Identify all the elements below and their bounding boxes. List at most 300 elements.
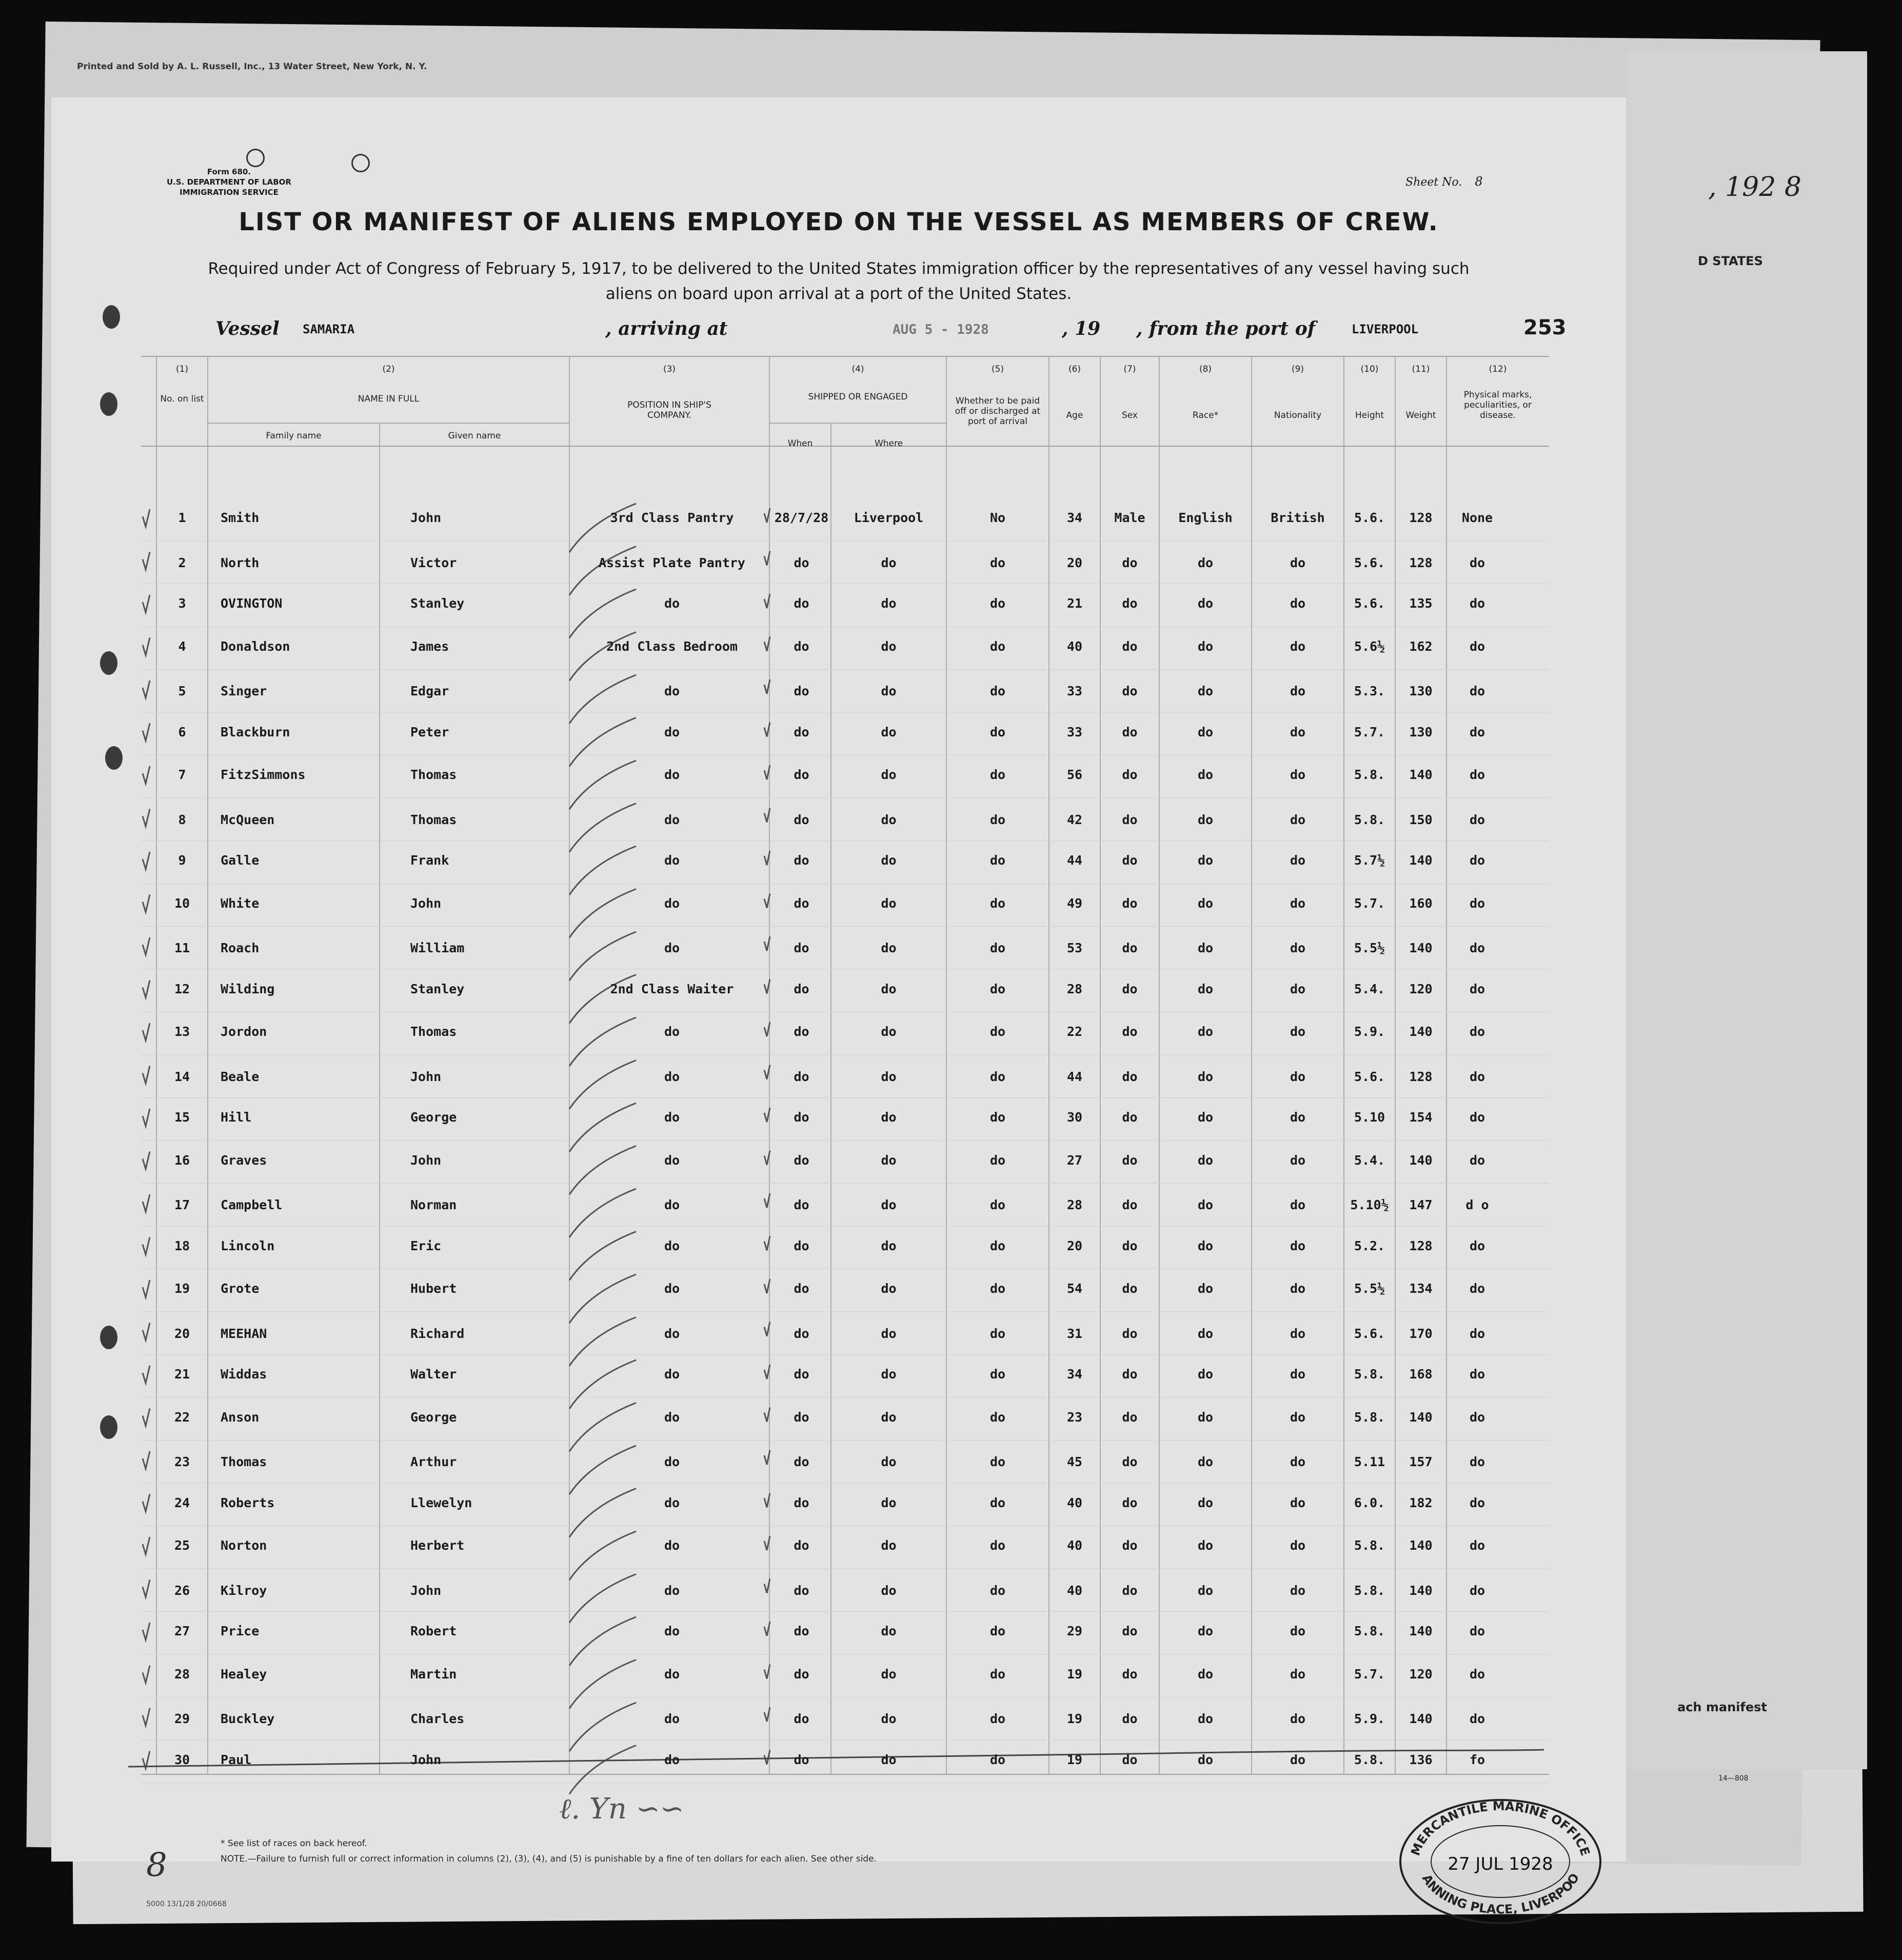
height: 5.10 — [1354, 1110, 1385, 1125]
sex: do — [1122, 853, 1138, 868]
given-name: Stanley — [410, 981, 465, 996]
physical-marks: do — [1469, 596, 1485, 611]
given-name: Victor — [410, 555, 457, 570]
height: 5.6. — [1354, 1326, 1385, 1341]
shipped-where: do — [881, 1624, 897, 1638]
col11-label: Weight — [1405, 410, 1436, 421]
row-number: 19 — [174, 1281, 190, 1296]
row-number: 16 — [174, 1152, 190, 1168]
shipped-where: do — [881, 1495, 897, 1510]
race: do — [1197, 1197, 1214, 1212]
paid-off: do — [989, 1624, 1006, 1638]
given-name: Eric — [410, 1238, 442, 1253]
weight: 140 — [1409, 941, 1433, 955]
physical-marks: None — [1461, 510, 1493, 525]
paid-off: do — [989, 1711, 1006, 1726]
race: do — [1197, 596, 1214, 611]
shipped-when: do — [794, 555, 809, 570]
physical-marks: do — [1469, 1666, 1485, 1682]
nationality: do — [1290, 812, 1306, 827]
given-name: Herbert — [410, 1538, 465, 1553]
shipped-where: do — [881, 853, 897, 868]
row-number: 14 — [174, 1069, 190, 1084]
family-name: Campbell — [221, 1197, 283, 1212]
row-number: 6 — [178, 724, 186, 739]
position: do — [664, 1711, 680, 1726]
weight: 182 — [1409, 1495, 1433, 1510]
shipped-where: do — [881, 767, 897, 782]
row-number: 21 — [174, 1367, 190, 1382]
race: do — [1197, 1281, 1214, 1296]
height: 5.3. — [1354, 684, 1385, 698]
col11-number: (11) — [1412, 364, 1430, 374]
nationality: do — [1290, 1069, 1306, 1084]
weight: 128 — [1409, 510, 1433, 525]
race: do — [1197, 1666, 1214, 1682]
shipped-where: Liverpool — [854, 510, 924, 525]
paid-off: do — [989, 812, 1006, 827]
weight: 120 — [1409, 1666, 1433, 1682]
age: 40 — [1066, 1538, 1083, 1553]
col5-number: (5) — [991, 364, 1004, 374]
col4-header — [769, 364, 946, 402]
position: do — [664, 1367, 680, 1382]
col4-number: (4) — [851, 364, 864, 374]
age: 40 — [1066, 1583, 1083, 1598]
shipped-where: do — [881, 684, 897, 698]
form-number: Form 680. — [207, 167, 251, 176]
shipped-when: do — [794, 1454, 809, 1469]
shipped-when: do — [794, 1024, 809, 1039]
paid-off: do — [989, 895, 1006, 911]
physical-marks: do — [1469, 1069, 1485, 1084]
sheet-label: Sheet No. — [1405, 176, 1462, 189]
paid-off: do — [989, 1583, 1006, 1598]
physical-marks: do — [1469, 638, 1485, 654]
family-name: Thomas — [221, 1454, 267, 1469]
col8-header — [1159, 364, 1252, 421]
col9-label: Nationality — [1274, 410, 1322, 421]
physical-marks: do — [1469, 812, 1485, 827]
paid-off: do — [989, 1238, 1006, 1253]
shipped-where: do — [881, 1538, 897, 1553]
physical-marks: d o — [1465, 1197, 1489, 1212]
sex: do — [1122, 1454, 1138, 1469]
age: 20 — [1066, 555, 1083, 570]
shipped-where: do — [881, 1024, 897, 1039]
row-number: 3 — [178, 596, 186, 611]
physical-marks: do — [1469, 1583, 1485, 1598]
race: do — [1197, 1238, 1214, 1253]
nationality: do — [1290, 767, 1306, 782]
family-name: Beale — [221, 1069, 260, 1084]
punch-hole — [103, 305, 120, 329]
shipped-where: do — [881, 1238, 897, 1253]
shipped-where: do — [881, 638, 897, 654]
paid-off: do — [989, 981, 1006, 996]
height: 5.5½ — [1354, 941, 1385, 955]
row-number: 7 — [178, 767, 186, 782]
row-number: 17 — [174, 1197, 190, 1212]
weight: 135 — [1409, 596, 1433, 611]
physical-marks: do — [1469, 1538, 1485, 1553]
age: 45 — [1066, 1454, 1083, 1469]
age: 31 — [1066, 1326, 1083, 1341]
weight: 140 — [1409, 1024, 1433, 1039]
arrival-date-stamp: AUG 5 - 1928 — [893, 322, 989, 337]
physical-marks: do — [1469, 1326, 1485, 1341]
physical-marks: do — [1469, 1238, 1485, 1253]
col9-number: (9) — [1291, 364, 1304, 374]
age: 20 — [1066, 1238, 1083, 1253]
col7-label: Sex — [1121, 410, 1138, 421]
family-name: Jordon — [221, 1024, 267, 1039]
sex: do — [1122, 555, 1138, 570]
col2-header — [208, 364, 569, 404]
given-name: Llewelyn — [410, 1495, 472, 1510]
row-number: 15 — [174, 1110, 190, 1125]
stamp-date: 27 JUL 1928 — [1448, 1854, 1553, 1874]
nationality: do — [1290, 1238, 1306, 1253]
shipped-when: 28/7/28 — [774, 510, 829, 525]
height: 5.4. — [1354, 1152, 1385, 1168]
punch-hole — [351, 154, 370, 172]
col7-header — [1100, 364, 1159, 421]
col10-number: (10) — [1360, 364, 1379, 374]
col3-label: POSITION IN SHIP'S COMPANY. — [627, 400, 711, 421]
paid-off: do — [989, 767, 1006, 782]
physical-marks: do — [1469, 1624, 1485, 1638]
family-name: Buckley — [221, 1711, 275, 1726]
position: do — [664, 1024, 680, 1039]
punch-hole — [100, 1415, 117, 1439]
col6-header — [1049, 364, 1100, 421]
weight: 150 — [1409, 812, 1433, 827]
family-name: Singer — [221, 684, 267, 698]
height: 5.7. — [1354, 1666, 1385, 1682]
row-number: 25 — [174, 1538, 190, 1553]
given-name: Edgar — [410, 684, 449, 698]
position: do — [664, 895, 680, 911]
paid-off: do — [989, 1152, 1006, 1168]
vessel-name: SAMARIA — [303, 322, 355, 336]
paid-off: do — [989, 1024, 1006, 1039]
race: do — [1197, 1454, 1214, 1469]
family-name: McQueen — [221, 812, 275, 827]
position: do — [664, 1624, 680, 1638]
physical-marks: do — [1469, 1281, 1485, 1296]
physical-marks: do — [1469, 981, 1485, 996]
position: do — [664, 1197, 680, 1212]
age: 44 — [1066, 853, 1083, 868]
sex: do — [1122, 1666, 1138, 1682]
race: do — [1197, 1326, 1214, 1341]
shipped-where: do — [881, 1110, 897, 1125]
race: do — [1197, 724, 1214, 739]
col10-header — [1344, 364, 1395, 421]
sex: do — [1122, 1624, 1138, 1638]
physical-marks: do — [1469, 1110, 1485, 1125]
given-name: John — [410, 510, 442, 525]
underlying-code: 14—808 — [1718, 1774, 1749, 1783]
nationality: do — [1290, 1024, 1306, 1039]
row-number: 13 — [174, 1024, 190, 1039]
family-name: Grote — [221, 1281, 260, 1296]
row-number: 29 — [174, 1711, 190, 1726]
age: 19 — [1066, 1752, 1083, 1767]
given-name: John — [410, 1069, 442, 1084]
position: do — [664, 1538, 680, 1553]
shipped-when: do — [794, 1666, 809, 1682]
nationality: do — [1290, 1454, 1306, 1469]
age: 21 — [1066, 596, 1083, 611]
paid-off: do — [989, 1666, 1006, 1682]
age: 30 — [1066, 1110, 1083, 1125]
physical-marks: do — [1469, 555, 1485, 570]
weight: 140 — [1409, 853, 1433, 868]
age: 54 — [1066, 1281, 1083, 1296]
stamp-top-text: MERCANTILE MARINE OFFICE — [1408, 1798, 1593, 1858]
physical-marks: do — [1469, 853, 1485, 868]
given-name: James — [410, 638, 449, 654]
nationality: British — [1271, 510, 1325, 525]
shipped-where: do — [881, 1152, 897, 1168]
sex: do — [1122, 1326, 1138, 1341]
col12-label: Physical marks, peculiarities, or disease. — [1463, 390, 1532, 421]
height: 5.8. — [1354, 812, 1385, 827]
shipped-when: do — [794, 1538, 809, 1553]
col5-header — [946, 364, 1049, 427]
paid-off: do — [989, 1495, 1006, 1510]
physical-marks: do — [1469, 1152, 1485, 1168]
sex: do — [1122, 895, 1138, 911]
weight: 136 — [1409, 1752, 1433, 1767]
col8-label: Race* — [1192, 410, 1219, 421]
paid-off: do — [989, 941, 1006, 955]
sex: do — [1122, 724, 1138, 739]
position: do — [664, 596, 680, 611]
shipped-when: do — [794, 941, 809, 955]
shipped-when: do — [794, 638, 809, 654]
height: 5.8. — [1354, 1367, 1385, 1382]
position: Assist Plate Pantry — [599, 555, 745, 570]
family-name: Paul — [221, 1752, 252, 1767]
given-name-header: Given name — [448, 431, 501, 441]
age: 28 — [1066, 1197, 1083, 1212]
weight: 120 — [1409, 981, 1433, 996]
age: 33 — [1066, 724, 1083, 739]
age: 19 — [1066, 1666, 1083, 1682]
given-name: John — [410, 1152, 442, 1168]
height: 5.5½ — [1354, 1281, 1385, 1296]
sex: do — [1122, 1069, 1138, 1084]
family-name: Norton — [221, 1538, 267, 1553]
shipped-where: do — [881, 812, 897, 827]
family-name-header: Family name — [266, 431, 322, 441]
shipped-where: do — [881, 1752, 897, 1767]
given-name: Arthur — [410, 1454, 457, 1469]
footnote-races: * See list of races on back hereof. — [221, 1838, 367, 1849]
height: 5.8. — [1354, 1409, 1385, 1425]
shipped-when: do — [794, 981, 809, 996]
weight: 140 — [1409, 1711, 1433, 1726]
sex: do — [1122, 1583, 1138, 1598]
col4-label: SHIPPED OR ENGAGED — [808, 392, 908, 402]
shipped-where: do — [881, 981, 897, 996]
height: 5.8. — [1354, 1752, 1385, 1767]
shipped-when: do — [794, 1238, 809, 1253]
underlying-year: , 192 8 — [1708, 172, 1801, 203]
shipped-when: do — [794, 767, 809, 782]
printer-line: Printed and Sold by A. L. Russell, Inc., 13 Water Street, New York, N. Y. — [77, 62, 427, 72]
height: 5.7. — [1354, 895, 1385, 911]
race: do — [1197, 1583, 1214, 1598]
col11-header — [1395, 364, 1447, 421]
given-name: Hubert — [410, 1281, 457, 1296]
col6-label: Age — [1066, 410, 1083, 421]
when-header: When — [787, 438, 813, 449]
shipped-when: do — [794, 1711, 809, 1726]
position: do — [664, 1326, 680, 1341]
race: do — [1197, 1152, 1214, 1168]
race: do — [1197, 638, 1214, 654]
family-name: Roberts — [221, 1495, 275, 1510]
sex: do — [1122, 1238, 1138, 1253]
shipped-when: do — [794, 1583, 809, 1598]
physical-marks: do — [1469, 941, 1485, 955]
physical-marks: do — [1469, 724, 1485, 739]
shipped-where: do — [881, 596, 897, 611]
given-name: George — [410, 1409, 457, 1425]
height: 5.8. — [1354, 1624, 1385, 1638]
shipped-when: do — [794, 1069, 809, 1084]
sex: do — [1122, 941, 1138, 955]
weight: 134 — [1409, 1281, 1433, 1296]
shipped-where: do — [881, 1711, 897, 1726]
nationality: do — [1290, 981, 1306, 996]
physical-marks: do — [1469, 1711, 1485, 1726]
nationality: do — [1290, 1152, 1306, 1168]
nationality: do — [1290, 1110, 1306, 1125]
shipped-where: do — [881, 941, 897, 955]
handwritten-signature: ℓ. Yn ∽∽ — [559, 1792, 684, 1826]
nationality: do — [1290, 596, 1306, 611]
height: 5.2. — [1354, 1238, 1385, 1253]
position: do — [664, 1752, 680, 1767]
sheet-value: 8 — [1475, 174, 1483, 189]
physical-marks: do — [1469, 895, 1485, 911]
height: 6.0. — [1354, 1495, 1385, 1510]
paid-off: do — [989, 1538, 1006, 1553]
height: 5.8. — [1354, 1583, 1385, 1598]
age: 29 — [1066, 1624, 1083, 1638]
nationality: do — [1290, 1409, 1306, 1425]
given-name: Stanley — [410, 596, 465, 611]
service: IMMIGRATION SERVICE — [180, 188, 279, 197]
subtitle-line-1: Required under Act of Congress of February 5, 1917, to be delivered to the United States immigration officer by the representatives of any vessel having such — [208, 259, 1470, 278]
col12-header — [1447, 364, 1549, 421]
nationality: do — [1290, 1495, 1306, 1510]
row-number: 24 — [174, 1495, 190, 1510]
family-name: Kilroy — [221, 1583, 267, 1598]
age: 49 — [1066, 895, 1083, 911]
shipped-where: do — [881, 1281, 897, 1296]
shipped-where: do — [881, 1583, 897, 1598]
given-name: Thomas — [410, 1024, 457, 1039]
nationality: do — [1290, 1711, 1306, 1726]
position: do — [664, 1454, 680, 1469]
age: 40 — [1066, 638, 1083, 654]
shipped-when: do — [794, 1495, 809, 1510]
sex: do — [1122, 1409, 1138, 1425]
family-name: Anson — [221, 1409, 260, 1425]
age: 34 — [1066, 1367, 1083, 1382]
family-name: Graves — [221, 1152, 267, 1168]
age: 44 — [1066, 1069, 1083, 1084]
family-name: Hill — [221, 1110, 252, 1125]
weight: 154 — [1409, 1110, 1433, 1125]
race: do — [1197, 1495, 1214, 1510]
given-name: George — [410, 1110, 457, 1125]
sex: do — [1122, 812, 1138, 827]
sheet-number — [1405, 174, 1483, 189]
height: 5.6. — [1354, 555, 1385, 570]
family-name: Lincoln — [221, 1238, 275, 1253]
weight: 130 — [1409, 684, 1433, 698]
family-name: MEEHAN — [221, 1326, 267, 1341]
given-name: Martin — [410, 1666, 457, 1682]
given-name: Thomas — [410, 812, 457, 827]
nationality: do — [1290, 1367, 1306, 1382]
physical-marks: fo — [1469, 1752, 1485, 1767]
family-name: OVINGTON — [221, 596, 283, 611]
height: 5.7½ — [1354, 853, 1385, 868]
row-number: 2 — [178, 555, 186, 570]
department: U.S. DEPARTMENT OF LABOR — [167, 177, 291, 187]
col3-header — [569, 364, 769, 421]
family-name: Blackburn — [221, 724, 290, 739]
age: 53 — [1066, 941, 1083, 955]
row-number: 26 — [174, 1583, 190, 1598]
position: do — [664, 1583, 680, 1598]
nationality: do — [1290, 1583, 1306, 1598]
shipped-when: do — [794, 853, 809, 868]
weight: 170 — [1409, 1326, 1433, 1341]
nationality: do — [1290, 724, 1306, 739]
race: do — [1197, 1069, 1214, 1084]
given-name: Peter — [410, 724, 449, 739]
port-name: LIVERPOOL — [1352, 322, 1419, 336]
family-name: Roach — [221, 941, 260, 955]
shipped-when: do — [794, 895, 809, 911]
weight: 128 — [1409, 555, 1433, 570]
shipped-where: do — [881, 724, 897, 739]
height: 5.6. — [1354, 510, 1385, 525]
position: 2nd Class Waiter — [610, 981, 734, 996]
position: do — [664, 724, 680, 739]
family-name: White — [221, 895, 260, 911]
paid-off: do — [989, 1454, 1006, 1469]
nationality: do — [1290, 1538, 1306, 1553]
row-number: 20 — [174, 1326, 190, 1341]
paid-off: do — [989, 1752, 1006, 1767]
sex: do — [1122, 1538, 1138, 1553]
mercantile-marine-office-stamp — [1398, 1797, 1603, 1926]
weight: 147 — [1409, 1197, 1433, 1212]
underlying-bottom-text: ach manifest — [1677, 1700, 1767, 1714]
arriving-label: , arriving at — [605, 318, 728, 339]
race: do — [1197, 1711, 1214, 1726]
